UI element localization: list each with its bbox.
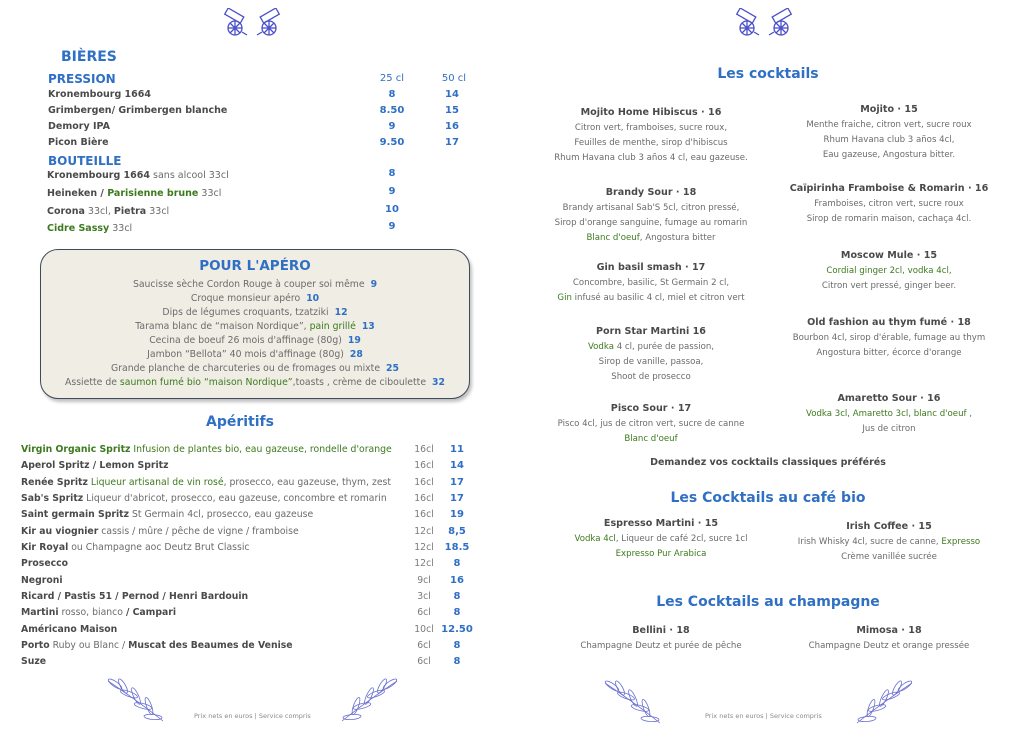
cocktail-card: Moscow Mule · 15 Cordial ginger 2cl, vodka 4cl, Citron vert pressé, ginger beer.	[774, 248, 1004, 294]
olive-branch-right-icon	[332, 676, 402, 726]
price-50cl: 15	[445, 105, 459, 116]
cocktail-card: Porn Star Martini 16 Vodka 4 cl, purée de passion, Sirop de vanille, passoa, Shoot de prosecco	[536, 324, 766, 385]
cocktail-card: Amaretto Sour · 16 Vodka 3cl, Amaretto 3cl, blanc d'oeuf , Jus de citron	[774, 391, 1004, 437]
bottle-price: 8	[388, 168, 396, 179]
col-50cl-header: 50 cl	[441, 73, 467, 84]
bottle-item: Kronembourg 1664 sans alcool 33cl	[47, 170, 229, 181]
aperitif-row: Renée Spritz Liqueur artisanal de vin rosé, prosecco, eau gazeuse, thym, zest 16cl 17	[21, 477, 464, 488]
menu-page-right	[512, 0, 1024, 732]
beer-name: Demory IPA	[48, 121, 110, 132]
cocktail-name: Bellini · 18	[632, 625, 690, 636]
cocktail-name: Mojito · 15	[860, 104, 918, 115]
cocktail-name: Mimosa · 18	[856, 625, 922, 636]
cocktail-name: Brandy Sour · 18	[605, 187, 697, 198]
aperitif-row: Virgin Organic Spritz Infusion de plantes bio, eau gazeuse, rondelle d'orange 16cl 11	[21, 444, 464, 455]
olive-branch-left-icon	[103, 676, 173, 726]
apero-item: Assiette de saumon fumé bio “maison Nordique”,toasts , crème de ciboulette 32	[65, 377, 445, 388]
apero-item: Saucisse sèche Cordon Rouge à couper soi même 9	[132, 279, 378, 290]
aperitif-row: Prosecco 12cl 8	[21, 558, 461, 569]
price-25cl: 9.50	[379, 137, 405, 148]
cocktail-name: Irish Coffee · 15	[846, 521, 932, 532]
col-25cl-header: 25 cl	[379, 73, 405, 84]
cannons-logo-icon	[222, 8, 282, 38]
cannons-logo-icon	[734, 8, 794, 38]
aperitif-row: Saint germain Spritz St Germain 4cl, prosecco, eau gazeuse 16cl 19	[21, 509, 464, 520]
olive-branch-left-icon	[600, 678, 670, 728]
olive-branch-right-icon	[847, 678, 917, 728]
footer-note: Prix nets en euros | Service compris	[705, 712, 822, 720]
aperitif-row: Américano Maison 10cl 12.50	[21, 624, 473, 635]
apero-item: Croque monsieur apéro 10	[190, 293, 320, 304]
bieres-title: BIÈRES	[61, 49, 117, 65]
cocktail-card: Irish Coffee · 15 Irish Whisky 4cl, sucre de canne, Expresso Crème vanillée sucrée	[774, 519, 1004, 565]
cocktail-name: Caïpirinha Framboise & Romarin · 16	[789, 183, 989, 194]
apero-item: Dips de légumes croquants, tzatziki 12	[162, 307, 348, 318]
cocktail-name: Porn Star Martini 16	[595, 326, 706, 337]
price-50cl: 17	[445, 137, 459, 148]
cocktail-name: Gin basil smash · 17	[596, 262, 706, 273]
aperitif-row: Sab's Spritz Liqueur d'abricot, prosecco, eau gazeuse, concombre et romarin 16cl 17	[21, 493, 464, 504]
price-25cl: 8.50	[379, 105, 405, 116]
cocktail-card: Mojito · 15 Menthe fraiche, citron vert, sucre roux Rhum Havana club 3 años 4cl, Eau gazeuse, Angostura bitter.	[774, 102, 1004, 163]
pression-title: PRESSION	[48, 72, 116, 86]
cocktail-name: Espresso Martini · 15	[603, 518, 719, 529]
cocktail-name: Amaretto Sour · 16	[837, 393, 941, 404]
bottle-price: 9	[388, 221, 396, 232]
apero-item: Cecina de boeuf 26 mois d'affinage (80g) 19	[149, 335, 361, 346]
price-50cl: 14	[445, 89, 459, 100]
bouteille-title: BOUTEILLE	[48, 154, 122, 168]
price-25cl: 8	[388, 89, 396, 100]
aperitif-row: Kir Royal ou Champagne aoc Deutz Brut Classic 12cl 18.5	[21, 542, 470, 553]
bottle-item: Cidre Sassy 33cl	[47, 223, 133, 234]
cocktail-card: Mojito Home Hibiscus · 16 Citron vert, framboises, sucre roux, Feuilles de menthe, sirop d'hibiscus Rhum Havana club 3 años 4 cl, eau gazeuse.	[536, 105, 766, 166]
apero-item: Tarama blanc de “maison Nordique”, pain grillé 13	[135, 321, 375, 332]
apero-title: POUR L'APÉRO	[199, 258, 311, 274]
price-50cl: 16	[445, 121, 459, 132]
beer-name: Picon Bière	[48, 137, 109, 148]
cocktail-card: Mimosa · 18 Champagne Deutz et orange pressée	[774, 623, 1004, 654]
cocktail-name: Old fashion au thym fumé · 18	[807, 317, 971, 328]
bottle-item: Corona 33cl, Pietra 33cl	[47, 206, 170, 217]
aperitif-row: Negroni 9cl 16	[21, 575, 464, 586]
cocktail-card: Old fashion au thym fumé · 18 Bourbon 4cl, sirop d'érable, fumage au thym Angostura bitter, écorce d'orange	[774, 315, 1004, 361]
cocktail-name: Pisco Sour · 17	[610, 403, 692, 414]
champagne-cocktails-title: Les Cocktails au champagne	[656, 594, 880, 610]
cocktail-card: Gin basil smash · 17 Concombre, basilic, St Germain 2 cl, Gin infusé au basilic 4 cl, miel et citron vert	[536, 260, 766, 306]
beer-name: Grimbergen/ Grimbergen blanche	[48, 105, 228, 116]
price-25cl: 9	[388, 121, 396, 132]
cocktail-name: Moscow Mule · 15	[840, 250, 938, 261]
aperitif-row: Aperol Spritz / Lemon Spritz 16cl 14	[21, 460, 464, 471]
beer-name: Kronembourg 1664	[48, 89, 152, 100]
cocktail-card: Bellini · 18 Champagne Deutz et purée de pêche	[546, 623, 776, 654]
bottle-price: 10	[385, 204, 399, 215]
classics-note: Demandez vos cocktails classiques préférés	[650, 457, 886, 468]
cocktail-name: Mojito Home Hibiscus · 16	[580, 107, 722, 118]
bottle-item: Heineken / Parisienne brune 33cl	[47, 188, 222, 199]
cocktail-card: Caïpirinha Framboise & Romarin · 16 Framboises, citron vert, sucre roux Sirop de romarin maison, cachaça 4cl.	[774, 181, 1004, 227]
aperitif-row: Ricard / Pastis 51 / Pernod / Henri Bardouin 3cl 8	[21, 591, 461, 602]
bottle-price: 9	[388, 186, 396, 197]
cocktail-card: Brandy Sour · 18 Brandy artisanal Sab'S 5cl, citron pressé, Sirop d'orange sanguine, fumage au romarin Blanc d'oeuf, Angostura bitter	[536, 185, 766, 246]
apero-panel	[40, 249, 470, 399]
aperitif-row: Martini rosso, bianco / Campari 6cl 8	[21, 607, 461, 618]
aperitifs-title: Apéritifs	[206, 414, 274, 430]
apero-item: Jambon “Bellota” 40 mois d'affinage (80g) 28	[147, 349, 363, 360]
cocktail-card: Espresso Martini · 15 Vodka 4cl, Liqueur de café 2cl, sucre 1cl Expresso Pur Arabica	[546, 516, 776, 562]
footer-note: Prix nets en euros | Service compris	[194, 712, 311, 720]
cafe-cocktails-title: Les Cocktails au café bio	[670, 490, 866, 506]
aperitif-row: Suze 6cl 8	[21, 656, 461, 667]
cocktails-title: Les cocktails	[717, 66, 819, 82]
apero-item: Grande planche de charcuteries ou de fromages ou mixte 25	[111, 363, 399, 374]
aperitif-row: Kir au viognier cassis / mûre / pêche de vigne / framboise 12cl 8,5	[21, 526, 466, 537]
aperitif-row: Porto Ruby ou Blanc / Muscat des Beaumes de Venise 6cl 8	[21, 640, 461, 651]
cocktail-card: Pisco Sour · 17 Pisco 4cl, jus de citron vert, sucre de canne Blanc d'oeuf	[536, 401, 766, 447]
